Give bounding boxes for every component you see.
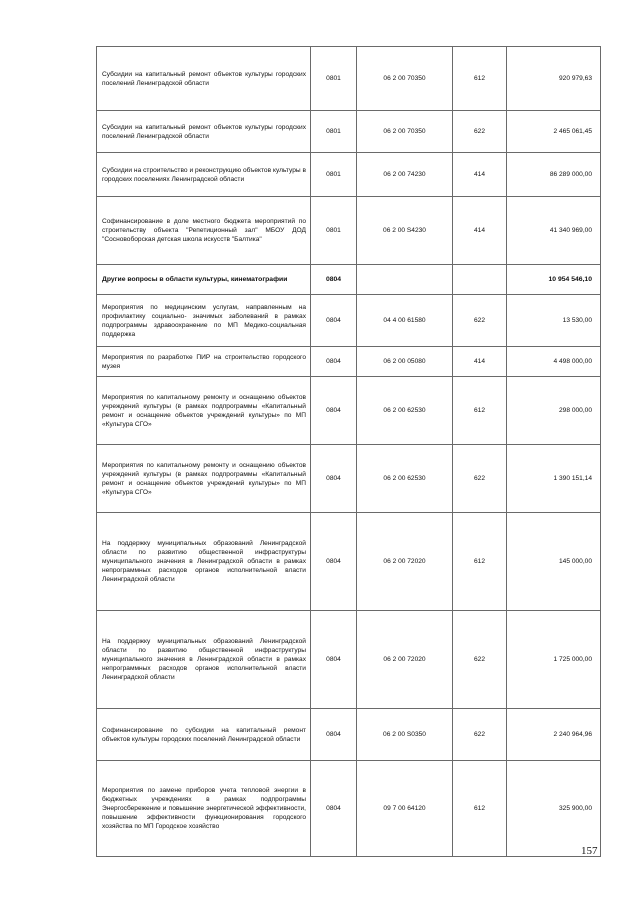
row-sum-cell: 325 900,00 <box>507 761 601 857</box>
row-name-cell: Субсидии на капитальный ремонт объектов культуры городских поселений Ленинградской области <box>97 47 311 111</box>
table-row <box>97 47 601 111</box>
row-target-article-cell: 06 2 00 70350 <box>357 47 453 111</box>
row-target-article-cell: 06 2 00 S0350 <box>357 709 453 761</box>
row-expense-type-cell: 622 <box>453 295 507 347</box>
row-sum-cell: 41 340 969,00 <box>507 197 601 265</box>
row-sum-cell: 1 390 151,14 <box>507 445 601 513</box>
row-name-cell: Субсидии на капитальный ремонт объектов культуры городских поселений Ленинградской области <box>97 111 311 153</box>
table-row <box>97 347 601 377</box>
row-target-article-cell: 06 2 00 62530 <box>357 377 453 445</box>
row-name-cell: Субсидии на строительство и реконструкцию объектов культуры в городских поселениях Ленинградской области <box>97 153 311 197</box>
row-name-cell: Мероприятия по капитальному ремонту и оснащению объектов учреждений культуры (в рамках подпрограммы «Капитальный ремонт и оснащение объектов учреждений культуры» по МП «Культура СГО» <box>97 377 311 445</box>
row-section-cell: 0804 <box>311 445 357 513</box>
table-row <box>97 197 601 265</box>
row-name-cell: Мероприятия по капитальному ремонту и оснащению объектов учреждений культуры (в рамках подпрограммы «Капитальный ремонт и оснащение объектов учреждений культуры» по МП «Культура СГО» <box>97 445 311 513</box>
row-target-article-cell: 09 7 00 64120 <box>357 761 453 857</box>
row-target-article-cell: 06 2 00 05080 <box>357 347 453 377</box>
row-target-article-cell: 06 2 00 74230 <box>357 153 453 197</box>
table-row <box>97 377 601 445</box>
row-sum-cell: 920 979,63 <box>507 47 601 111</box>
table-row <box>97 513 601 611</box>
table-row <box>97 445 601 513</box>
row-target-article-cell: 04 4 00 61580 <box>357 295 453 347</box>
row-section-cell: 0804 <box>311 377 357 445</box>
row-section-cell: 0801 <box>311 47 357 111</box>
row-target-article-cell: 06 2 00 70350 <box>357 111 453 153</box>
table-row <box>97 709 601 761</box>
row-sum-cell: 13 530,00 <box>507 295 601 347</box>
row-sum-cell: 86 289 000,00 <box>507 153 601 197</box>
row-target-article-cell: 06 2 00 72020 <box>357 513 453 611</box>
section-name-cell: Другие вопросы в области культуры, кинематографии <box>97 265 311 295</box>
row-name-cell: Мероприятия по разработке ПИР на строительство городского музея <box>97 347 311 377</box>
row-expense-type-cell: 414 <box>453 347 507 377</box>
table-row <box>97 153 601 197</box>
row-target-article-cell: 06 2 00 S4230 <box>357 197 453 265</box>
table-row <box>97 295 601 347</box>
row-sum-cell: 2 240 964,96 <box>507 709 601 761</box>
row-section-cell: 0804 <box>311 295 357 347</box>
page-number: 157 <box>581 845 598 857</box>
section-expense-type-cell <box>453 265 507 295</box>
section-sum-cell: 10 954 546,10 <box>507 265 601 295</box>
section-code-cell: 0804 <box>311 265 357 295</box>
row-section-cell: 0801 <box>311 111 357 153</box>
row-sum-cell: 1 725 000,00 <box>507 611 601 709</box>
table-row <box>97 761 601 857</box>
row-expense-type-cell: 612 <box>453 513 507 611</box>
row-section-cell: 0804 <box>311 761 357 857</box>
budget-table <box>96 46 601 857</box>
row-sum-cell: 145 000,00 <box>507 513 601 611</box>
row-expense-type-cell: 612 <box>453 47 507 111</box>
row-name-cell: На поддержку муниципальных образований Ленинградской области по развитию общественной инфраструктуры муниципального значения в Ленинградской области в рамках непрограммных расходов органов исполнительной власти Ленинградской области <box>97 513 311 611</box>
row-expense-type-cell: 612 <box>453 761 507 857</box>
row-section-cell: 0801 <box>311 197 357 265</box>
table-row <box>97 111 601 153</box>
row-name-cell: Софинансирование по субсидии на капитальный ремонт объектов культуры городских поселений Ленинградской области <box>97 709 311 761</box>
row-section-cell: 0804 <box>311 513 357 611</box>
section-total-row <box>97 265 601 295</box>
row-target-article-cell: 06 2 00 72020 <box>357 611 453 709</box>
row-section-cell: 0804 <box>311 611 357 709</box>
row-name-cell: На поддержку муниципальных образований Ленинградской области по развитию общественной инфраструктуры муниципального значения в Ленинградской области в рамках непрограммных расходов органов исполнительной власти Ленинградской области <box>97 611 311 709</box>
row-sum-cell: 298 000,00 <box>507 377 601 445</box>
row-name-cell: Софинансирование в доле местного бюджета мероприятий по строительству объекта "Репетиционный зал" МБОУ ДОД "Сосновоборская детская школа искусств "Балтика" <box>97 197 311 265</box>
row-expense-type-cell: 622 <box>453 611 507 709</box>
row-name-cell: Мероприятия по замене приборов учета тепловой энергии в бюджетных учреждениях в рамках подпрограммы Энергосбережение и повышение энергетической эффективности, повышение эффективности функционирования городского хозяйства по МП Городское хозяйство <box>97 761 311 857</box>
row-section-cell: 0804 <box>311 709 357 761</box>
row-expense-type-cell: 612 <box>453 377 507 445</box>
row-name-cell: Мероприятия по медицинским услугам, направленным на профилактику социально- значимых заболеваний в рамках подпрограммы здравоохранение по МП Медико-социальная поддержка <box>97 295 311 347</box>
row-sum-cell: 2 465 061,45 <box>507 111 601 153</box>
row-expense-type-cell: 414 <box>453 197 507 265</box>
row-target-article-cell: 06 2 00 62530 <box>357 445 453 513</box>
row-expense-type-cell: 414 <box>453 153 507 197</box>
row-expense-type-cell: 622 <box>453 445 507 513</box>
row-sum-cell: 4 498 000,00 <box>507 347 601 377</box>
row-expense-type-cell: 622 <box>453 111 507 153</box>
row-section-cell: 0801 <box>311 153 357 197</box>
section-target-article-cell <box>357 265 453 295</box>
row-section-cell: 0804 <box>311 347 357 377</box>
row-expense-type-cell: 622 <box>453 709 507 761</box>
table-row <box>97 611 601 709</box>
